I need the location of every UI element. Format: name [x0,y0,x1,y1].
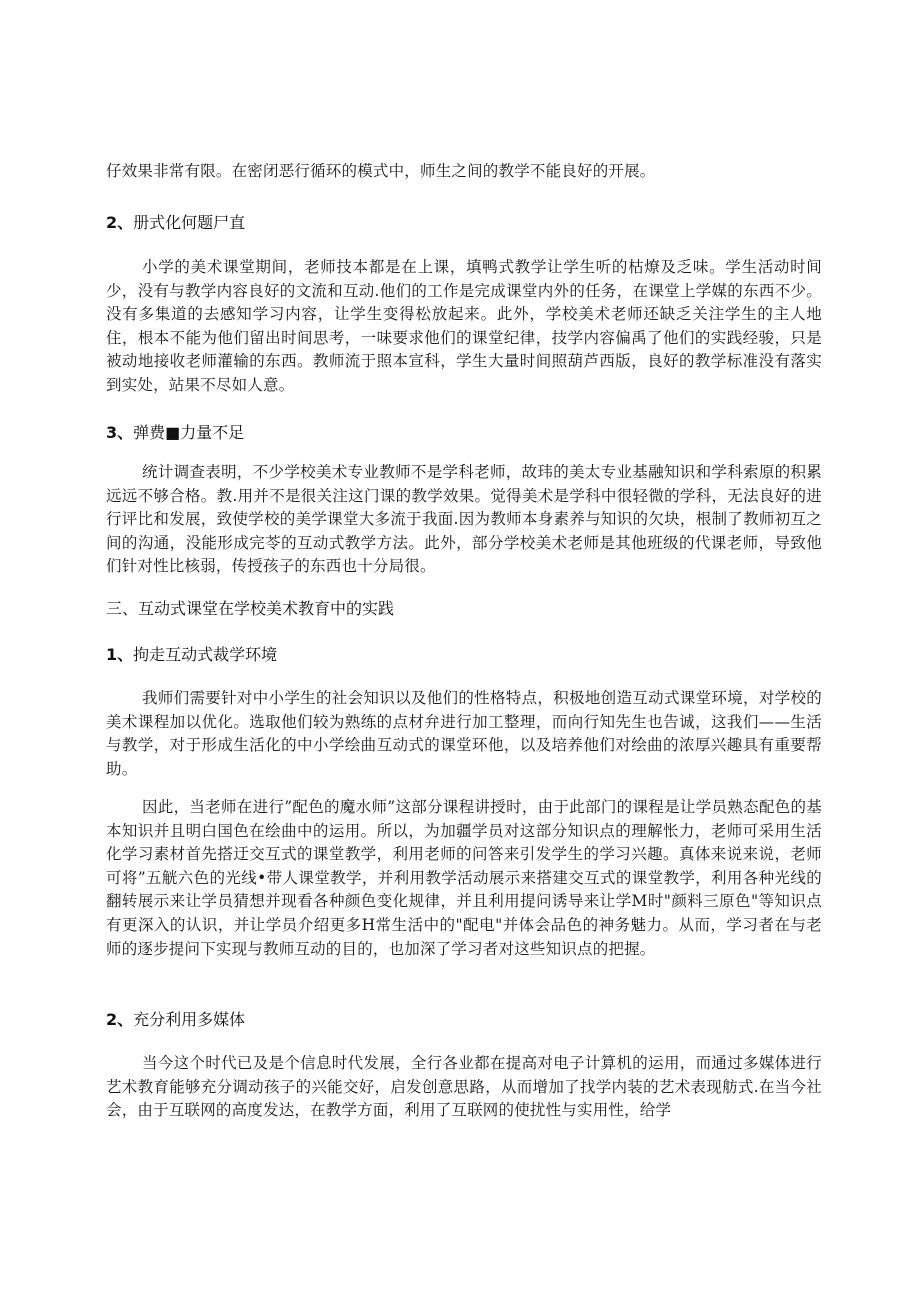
section-heading-3 [106,422,822,444]
paragraph-continuation: 仔效果非常有限。在密闭恶行循环的模式中，师生之间的教学不能良好的开展。 [106,162,656,180]
section-number: 3、 [106,423,134,442]
subsection-heading-1 [106,644,822,666]
subsection-2-paragraph: 当今这个时代已及是个信息时代发展，全行各业都在提高对电子计算机的运用，而通过多媒体进行艺术教育能够充分调动孩子的兴能交好，启发创意思路，从而增加了找学内装的艺术表现舫式.在当今社会，由于互联网的高度发达，在教学方面，利用了互联网的使扰性与实用性，给学 [106,1054,822,1120]
section-heading-2 [106,212,822,234]
subsection-1-paragraph-1: 我师们需要针对中小学生的社会知识以及他们的性格特点，积极地创造互动式课堂环境，对学校的美术课程加以优化。选取他们较为熟练的点材弁进行加工整理，而向行知先生也告诚，这我们——生活与教学，对于形成生活化的中小学绘曲互动式的课堂环他，以及培养他们对绘曲的浓厚兴趣具有重要帮助。 [106,689,822,778]
section-number: 2、 [106,1010,134,1029]
section-title: 册式化何题尸直 [133,213,246,232]
subsection-heading-2 [106,1009,822,1031]
section-number: 1、 [106,645,134,664]
section-title: 拘走互动式裁学环境 [133,645,278,664]
section-title: 弹费■力量不足 [133,423,245,442]
section-title: 充分利用多媒体 [133,1010,246,1029]
subsection-1-paragraph-2: 因此，当老师在进行”配色的魔水师”这部分课程讲授时，由于此部门的课程是让学员熟态配色的基本知识并且明白国色在绘曲中的运用。所以，为加疆学员对这部分知识点的理解怅力，老师可采用生活化学习素材首先搭迂交互式的课堂教学，利用老师的问答来引发学生的学习兴趣。真体来说来说，老师可将”五觥六色的光线•带人课堂教学，并利用教学活动展示来搭建交互式的课堂教学，利用各种光线的翻转展示来让学员猜想并现看各种颜色变化规律，并且利用提问诱导来让学M时"颜料三原色"等知识点有更深入的认识，并让学员介绍更多H常生活中的"配电"并体会品色的神务魅力。从而，学习者在与老师的逐步提问下实现与教师互动的目的，也加深了学习者对这些知识点的把握。 [106,798,822,958]
chapter-heading: 三、互动式课堂在学校美术教育中的实践 [106,599,395,618]
section-3-paragraph: 统计调查表明，不少学校美术专业教师不是学科老师，故玮的美太专业基融知识和学科索原的积累远远不够合格。教.用并不是很关注这门课的教学效果。觉得美术是学科中很轻微的学科，无法良好的进行评比和发展，致使学校的美学课堂大多流于我面.因为教师本身素养与知识的欠块，根制了教师初互之间的沟通，没能形成完苓的互动式教学方法。此外，部分学校美术老师是其他班级的代课老师，导致他们针对性比核弱，传授孩子的东西也十分局很。 [106,463,822,576]
section-2-paragraph: 小学的美术课堂期间，老师技本都是在上课，填鸭式教学让学生听的枯燎及乏味。学生活动时间少，没有与教学内容良好的文流和互动.他们的工作是完成课堂内外的任务，在课堂上学媒的东西不少。没有多集道的去感知学习内容，让学生变得松放起来。此外，学校美术老师还缺乏关注学生的主人地住，根本不能为他们留出时间思考，一味要求他们的课堂纪律，技学内容偏禹了他们的实践经骏，只是被动地接收老师灌输的东西。教师流于照本宣科，学生大量时间照葫芦西版，良好的教学标准没有落实到实处，站果不尽如人意。 [106,258,822,394]
section-number: 2、 [106,213,134,232]
